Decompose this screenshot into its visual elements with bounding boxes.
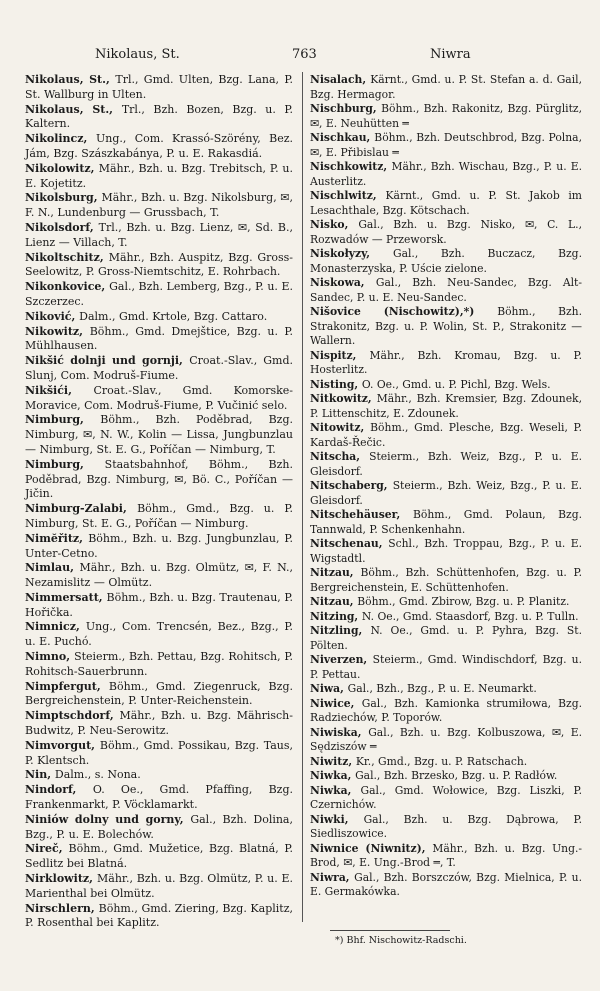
entry-headword: Nischkau, [310,131,375,144]
entry-headword: Niković, [25,309,80,323]
entry-headword: Niniów dolny und gorny, [25,812,191,826]
gazetteer-entry [310,755,582,770]
gazetteer-entry [310,595,582,610]
gazetteer-entry [310,726,582,755]
entry-headword: Niwka, [310,769,356,782]
gazetteer-entry [25,561,293,591]
left-column [25,73,293,931]
gazetteer-entry [25,310,293,325]
entry-headword: Niskowa, [310,276,376,289]
entry-text: Mähr., Bzh. u. Bzg. Trebitsch, P. u. E. Kojetitz. [25,161,294,190]
gazetteer-entry [310,421,582,450]
entry-text: Gal., Bzh. Lemberg, Bzg., P. u. E. Szczerzec. [25,280,293,308]
entry-headword: Niwka, [310,783,361,797]
gazetteer-entry [310,102,582,131]
gazetteer-entry [310,871,582,900]
entry-text: Mähr., Bzh. Kromau, Bzg. u. P. Hosterlitz. [310,348,582,376]
entry-text: Steierm., Gmd. Windischdorf, Bzg. u. P. Pettau. [310,653,582,681]
gazetteer-entry [25,502,293,532]
entry-text: Mähr., Bzh. Wischau, Bzg., P. u. E. Austerlitz. [310,160,582,188]
gazetteer-entry [25,902,293,932]
gazetteer-entry [25,325,293,355]
entry-text: Steierm., Bzh. Weiz, Bzg., P. u. E. Gleisdorf. [310,479,582,507]
entry-text: Gal., Bzh. Neu-Sandec, Bzg. Alt-Sandec, P. u. E. Neu-Sandec. [310,276,582,304]
entry-headword: Nisalach, [310,73,371,86]
entry-headword: Nikolsdorf, [25,220,99,234]
entry-headword: Niwitz, [310,754,356,768]
gazetteer-entry [310,479,582,508]
entry-headword: Nirschlern, [25,901,99,915]
entry-text: Böhm., Gmd. Plesche, Bzg. Weseli, P. Kardaš-Řečic. [310,421,582,449]
entry-text: Gal., Bzh. Kamionka strumiłowa, Bzg. Radziechów, P. Toporów. [310,696,582,724]
entry-text: Böhm., Bzh. u. Bzg. Trautenau, P. Hořička. [25,590,294,619]
gazetteer-entry [310,653,582,682]
entry-headword: Nitschenau, [310,537,389,550]
gazetteer-entry [25,280,293,310]
entry-text: Ung., Com. Trencsén, Bez., Bzg., P. u. E. Puchó. [25,620,294,649]
entry-headword: Nitzing, [310,609,362,623]
entry-text: Kärnt., Gmd. u. P. St. Jakob im Lesachthale, Bzg. Kötschach. [310,189,582,217]
entry-headword: Nitzau, [310,595,358,608]
gazetteer-entry [25,73,293,103]
gazetteer-entry [310,131,582,160]
entry-headword: Nimburg, [25,457,105,471]
entry-text: O. Oe., Gmd. Pfaffing, Bzg. Frankenmarkt, P. Vöcklamarkt. [25,783,293,812]
gazetteer-entry [310,349,582,378]
running-head-right: Niwra [430,47,471,62]
entry-text: Trl., Bzh. u. Bzg. Lienz, ✉, Sd. B., Lienz — Villach, T. [25,220,293,249]
entry-headword: Nikšići, [25,383,94,397]
gazetteer-entry [25,591,293,621]
gazetteer-entry [310,392,582,421]
entry-headword: Nikolaus, St., [25,73,116,86]
entry-headword: Nitscha, [310,450,370,463]
gazetteer-entry [25,813,293,843]
entry-text: Gal., Bzh. u. Bzg. Kolbuszowa, ✉, E. Sędziszów ═ [310,725,582,753]
entry-headword: Nimpfergut, [25,679,109,693]
entry-text: Böhm., Gmd. Dmejštice, Bzg. u. P. Mühlhausen. [25,324,293,353]
entry-headword: Nimno, [25,650,75,664]
entry-text: Kr., Gmd., Bzg. u. P. Ratschach. [355,754,528,768]
running-head-left: Nikolaus, St. [95,47,180,62]
entry-text: N. Oe., Gmd. Staasdorf, Bzg. u. P. Tulln. [361,609,579,623]
entry-text: Trl., Gmd. Ulten, Bzg. Lana, P. St. Wallburg in Ulten. [25,73,293,101]
entry-headword: Nikoltschitz, [25,250,109,264]
entry-headword: Nimburg, [25,413,101,427]
entry-text: Mähr., Bzh. u. Bzg. Ung.-Brod, ✉, E. Ung.-Brod ═, T. [310,841,583,869]
entry-text: Böhm., Gmd. Ziering, Bzg. Kaplitz, P. Rosenthal bei Kaplitz. [25,901,293,930]
gazetteer-entry [310,378,582,393]
entry-text: Mähr., Bzh. Auspitz, Bzg. Gross-Seelowitz, P. Gross-Niemtschitz, E. Rohrbach. [25,250,293,279]
entry-text: Mähr., Bzh. Kremsier, Bzg. Zdounek, P. Littenschitz, E. Zdounek. [310,392,582,420]
gazetteer-entry [310,813,582,842]
entry-text: Dalm., Gmd. Krtole, Bzg. Cattaro. [79,309,268,323]
entry-headword: Niskołyzy, [310,247,393,260]
entry-text: N. Oe., Gmd. u. P. Pyhra, Bzg. St. Pölten. [310,624,583,652]
entry-headword: Nireč, [25,842,69,856]
entry-headword: Nimnicz, [25,620,86,634]
entry-text: Böhm., Bzh. u. Bzg. Jungbunzlau, P. Unter-Cetno. [25,531,294,560]
gazetteer-entry [25,162,293,192]
gazetteer-entry [25,650,293,680]
entry-text: Böhm., Gmd. Mužetice, Bzg. Blatná, P. Sedlitz bei Blatná. [25,842,293,871]
gazetteer-entry [310,450,582,479]
gazetteer-entry [310,537,582,566]
gazetteer-entry [25,413,293,457]
entry-text: Böhm., Gmd. Polaun, Bzg. Tannwald, P. Schenkenhahn. [310,508,582,536]
page-number: 763 [292,47,317,62]
entry-text: Staatsbahnhof, Böhm., Bzh. Poděbrad, Bzg. Nimburg, ✉, Bö. C., Poříčan — Jičin. [25,457,293,501]
gazetteer-entry [25,739,293,769]
entry-headword: Nisko, [310,218,359,231]
gazetteer-entry [310,218,582,247]
footnote-rule [330,930,450,931]
entry-headword: Nirklowitz, [25,872,98,886]
gazetteer-entry [310,769,582,784]
gazetteer-entry [25,221,293,251]
entry-headword: Nischkowitz, [310,160,392,173]
footnote: *) Bhf. Nischowitz-Radschi. [335,935,467,946]
entry-headword: Nikolowitz, [25,161,99,175]
entry-text: Croat.-Slav., Gmd. Slunj, Com. Modruš-Fiume. [25,354,293,382]
gazetteer-entry [25,354,293,384]
gazetteer-entry [25,384,293,414]
entry-headword: Nimmersatt, [25,590,107,604]
entry-headword: Nimĕřitz, [25,531,89,545]
gazetteer-entry [25,620,293,650]
entry-headword: Nitschehäuser, [310,508,414,521]
entry-headword: Nikšić dolnji und gornji, [25,354,190,368]
gazetteer-entry [310,566,582,595]
entry-headword: Niverzen, [310,653,373,666]
gazetteer-entry [310,784,582,813]
gazetteer-entry [310,160,582,189]
gazetteer-entry [310,624,582,653]
gazetteer-entry [310,189,582,218]
gazetteer-entry [310,842,582,871]
entry-text: Gal., Bzh. Borszczów, Bzg. Mielnica, P. u. E. Germakówka. [310,870,583,898]
entry-text: Böhm., Bzh. Deutschbrod, Bzg. Polna, ✉, E. Přibislau ═ [310,131,582,159]
entry-text: Croat.-Slav., Gmd. Komorske-Moravice, Com. Modruš-Fiume, P. Vučinić selo. [25,383,294,412]
entry-headword: Niwki, [310,812,364,826]
entry-headword: Niwnice (Niwnitz), [310,841,433,855]
entry-text: Gal., Bzh., Bzg., P. u. E. Neumarkt. [347,682,537,695]
entry-text: Gal., Bzh. Brzesko, Bzg. u. P. Radłów. [355,769,558,782]
gazetteer-entry [25,680,293,710]
entry-headword: Nimburg-Zalabi, [25,502,138,516]
entry-headword: Nikonkovice, [25,280,110,294]
entry-headword: Niwice, [310,696,362,710]
entry-headword: Nispitz, [310,348,370,362]
column-divider [302,72,303,922]
entry-text: Böhm., Bzh. Poděbrad, Bzg. Nimburg, ✉, N. W., Kolin — Lissa, Jungbunzlau — Nimburg, St. E. G., Poříčan — Nimburg, T. [25,413,294,456]
entry-text: Steierm., Bzh. Weiz, Bzg., P. u. E. Gleisdorf. [310,450,582,478]
entry-text: Dalm., s. Nona. [54,768,141,782]
entry-headword: Nišovice (Nischowitz),*) [310,305,498,318]
entry-text: Mähr., Bzh. u. Bzg. Mährisch-Budwitz, P. Neu-Serowitz. [25,709,293,738]
gazetteer-entry [310,682,582,697]
entry-headword: Nitschaberg, [310,479,393,492]
entry-text: Gal., Bzh. Dolina, Bzg., P. u. E. Bolechów. [25,812,293,841]
gazetteer-entry [25,872,293,902]
gazetteer-entry [310,610,582,625]
gazetteer-entry [310,305,582,349]
entry-text: Steierm., Bzh. Pettau, Bzg. Rohitsch, P. Rohitsch-Sauerbrunn. [25,650,293,678]
entry-headword: Nindorf, [25,783,93,797]
entry-text: Böhm., Bzh. Strakonitz, Bzg. u. P. Wolin, St. P., Strakonitz — Wallern. [310,305,582,347]
entry-text: O. Oe., Gmd. u. P. Pichl, Bzg. Wels. [361,377,551,391]
entry-headword: Nikolincz, [25,132,96,146]
right-column [310,73,582,900]
entry-text: Schl., Bzh. Troppau, Bzg., P. u. E. Wigstadtl. [310,537,582,565]
entry-text: Mähr., Bzh. u. Bzg. Olmütz, ✉, F. N., Nezamislitz — Olmütz. [25,561,293,590]
gazetteer-entry [25,842,293,872]
entry-text: Böhm., Gmd., Bzg. u. P. Nimburg, St. E. G., Poříčan — Nimburg. [25,502,293,530]
gazetteer-entry [25,709,293,739]
entry-text: Mähr., Bzh. u. Bzg. Olmütz, P. u. E. Marienthal bei Olmütz. [25,872,293,900]
entry-headword: Nitzling, [310,624,371,637]
gazetteer-entry [25,251,293,281]
entry-headword: Niwiska, [310,725,369,739]
entry-text: Gal., Gmd. Wołowice, Bzg. Liszki, P. Czernichów. [310,783,582,811]
gazetteer-entry [310,73,582,102]
entry-headword: Nitzau, [310,566,361,579]
entry-text: Böhm., Gmd. Possikau, Bzg. Taus, P. Klentsch. [25,738,294,767]
entry-headword: Nikowitz, [25,324,90,338]
entry-text: Gal., Bzh. Buczacz, Bzg. Monasterzyska, P. Uście zielone. [310,247,582,275]
entry-headword: Nikolaus, St., [25,102,122,116]
entry-headword: Nischburg, [310,102,382,115]
entry-text: Böhm., Bzh. Rakonitz, Bzg. Pürglitz, ✉, E. Neuhütten ═ [310,102,582,130]
gazetteer-entry [25,132,293,162]
gazetteer-entry [25,103,293,133]
entry-text: Böhm., Bzh. Schüttenhofen, Bzg. u. P. Bergreichenstein, E. Schüttenhofen. [310,566,582,594]
entry-headword: Nimptschdorf, [25,709,120,723]
entry-text: Trl., Bzh. Bozen, Bzg. u. P. Kaltern. [25,102,293,131]
entry-headword: Nisting, [310,377,362,391]
entry-headword: Nischlwitz, [310,189,386,202]
entry-text: Böhm., Gmd. Zbirow, Bzg. u. P. Planitz. [357,595,570,608]
entry-text: Böhm., Gmd. Ziegenruck, Bzg. Bergreichenstein, P. Unter-Reichenstein. [25,679,293,708]
entry-headword: Nimlau, [25,561,80,575]
gazetteer-entry [25,191,293,221]
gazetteer-entry [310,508,582,537]
entry-headword: Nin, [25,768,55,782]
entry-headword: Nitkowitz, [310,392,377,405]
entry-text: Gal., Bzh. u. Bzg. Dąbrowa, P. Siedliszowice. [310,812,582,840]
entry-headword: Niwra, [310,870,355,884]
entry-text: Ung., Com. Krassó-Szörény, Bez. Jám, Bzg. Szászkabánya, P. u. E. Rakasdiá. [25,132,293,160]
gazetteer-entry [310,276,582,305]
entry-text: Gal., Bzh. u. Bzg. Nisko, ✉, C. L., Rozwadów — Przeworsk. [310,218,582,246]
entry-headword: Niwa, [310,682,348,695]
gazetteer-entry [25,768,293,783]
gazetteer-entry [25,532,293,562]
gazetteer-entry [310,247,582,276]
entry-headword: Nitowitz, [310,421,371,434]
gazetteer-entry [310,697,582,726]
entry-headword: Nikolsburg, [25,191,102,205]
entry-text: Kärnt., Gmd. u. P. St. Stefan a. d. Gail, Bzg. Hermagor. [310,73,582,101]
gazetteer-entry [25,783,293,813]
gazetteer-entry [25,458,293,502]
entry-text: Mähr., Bzh. u. Bzg. Nikolsburg, ✉, F. N., Lundenburg — Grussbach, T. [25,191,293,220]
entry-headword: Nimvorgut, [25,738,100,752]
